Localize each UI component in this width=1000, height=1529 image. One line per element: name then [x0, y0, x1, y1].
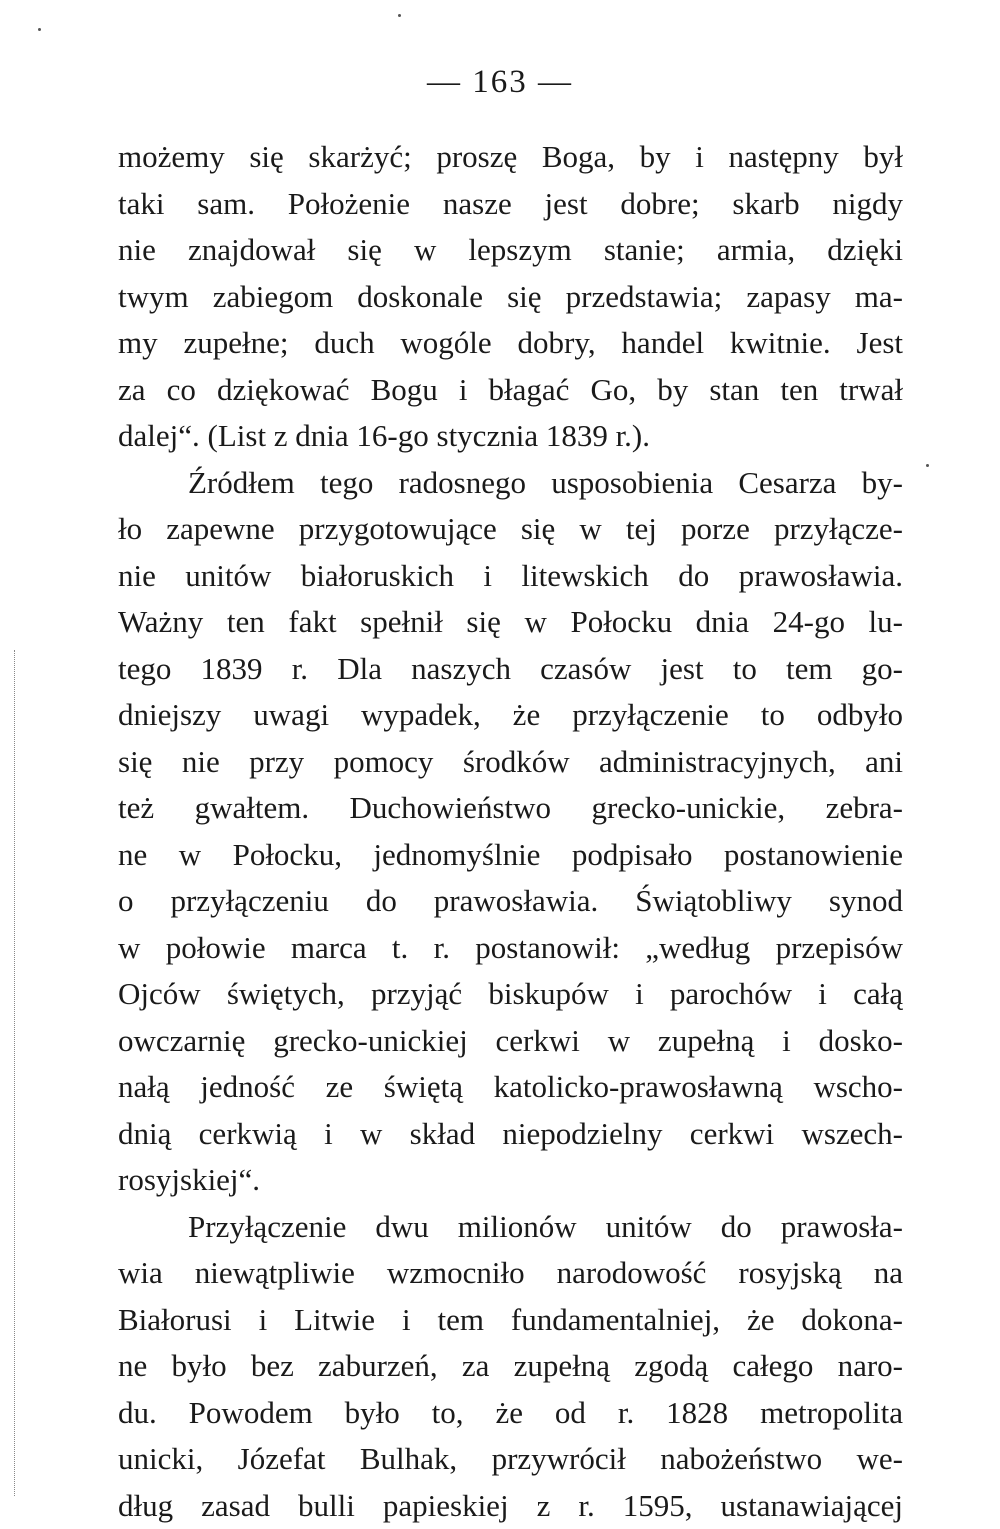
text-line: też gwałtem. Duchowieństwo grecko-unickie, zebra-	[118, 785, 903, 832]
text-line: owczarnię grecko-unickiej cerkwi w zupełną i dosko-	[118, 1018, 903, 1065]
text-line: taki sam. Położenie nasze jest dobre; skarb nigdy	[118, 181, 903, 228]
text-line: możemy się skarżyć; proszę Boga, by i następny był	[118, 134, 903, 181]
text-line: Białorusi i Litwie i tem fundamentalniej, że dokona-	[118, 1297, 903, 1344]
text-line: my zupełne; duch wogóle dobry, handel kwitnie. Jest	[118, 320, 903, 367]
ink-speck	[926, 464, 929, 467]
body-text	[118, 134, 903, 1529]
text-line: dług zasad bulli papieskiej z r. 1595, ustanawiającej	[118, 1483, 903, 1529]
text-line: ne w Połocku, jednomyślnie podpisało postanowienie	[118, 832, 903, 879]
text-line: w połowie marca t. r. postanowił: „według przepisów	[118, 925, 903, 972]
text-line: Ojców świętych, przyjąć biskupów i parochów i całą	[118, 971, 903, 1018]
binding-edge	[0, 650, 15, 1496]
text-line: nie znajdował się w lepszym stanie; armia, dzięki	[118, 227, 903, 274]
text-line: o przyłączeniu do prawosławia. Świątobliwy synod	[118, 878, 903, 925]
text-line: dniejszy uwagi wypadek, że przyłączenie to odbyło	[118, 692, 903, 739]
text-line: dalej“. (List z dnia 16-go stycznia 1839 r.).	[118, 413, 903, 460]
text-line: ło zapewne przygotowujące się w tej porze przyłącze-	[118, 506, 903, 553]
text-line: rosyjskiej“.	[118, 1157, 903, 1204]
paragraph-start-line: Przyłączenie dwu milionów unitów do prawosła-	[118, 1204, 903, 1251]
paragraph-start-line: Źródłem tego radosnego usposobienia Cesarza by-	[118, 460, 903, 507]
ink-speck	[398, 14, 401, 17]
text-line: dnią cerkwią i w skład niepodzielny cerkwi wszech-	[118, 1111, 903, 1158]
text-line: Ważny ten fakt spełnił się w Połocku dnia 24-go lu-	[118, 599, 903, 646]
page-number: — 163 —	[0, 62, 1000, 102]
text-line: nałą jedność ze świętą katolicko-prawosławną wscho-	[118, 1064, 903, 1111]
text-line: ne było bez zaburzeń, za zupełną zgodą całego naro-	[118, 1343, 903, 1390]
text-line: twym zabiegom doskonale się przedstawia; zapasy ma-	[118, 274, 903, 321]
ink-speck	[38, 28, 41, 31]
text-line: unicki, Józefat Bulhak, przywrócił nabożeństwo we-	[118, 1436, 903, 1483]
text-line: wia niewątpliwie wzmocniło narodowość rosyjską na	[118, 1250, 903, 1297]
text-line: tego 1839 r. Dla naszych czasów jest to tem go-	[118, 646, 903, 693]
text-line: nie unitów białoruskich i litewskich do prawosławia.	[118, 553, 903, 600]
text-line: du. Powodem było to, że od r. 1828 metropolita	[118, 1390, 903, 1437]
text-line: się nie przy pomocy środków administracyjnych, ani	[118, 739, 903, 786]
text-line: za co dziękować Bogu i błagać Go, by stan ten trwał	[118, 367, 903, 414]
